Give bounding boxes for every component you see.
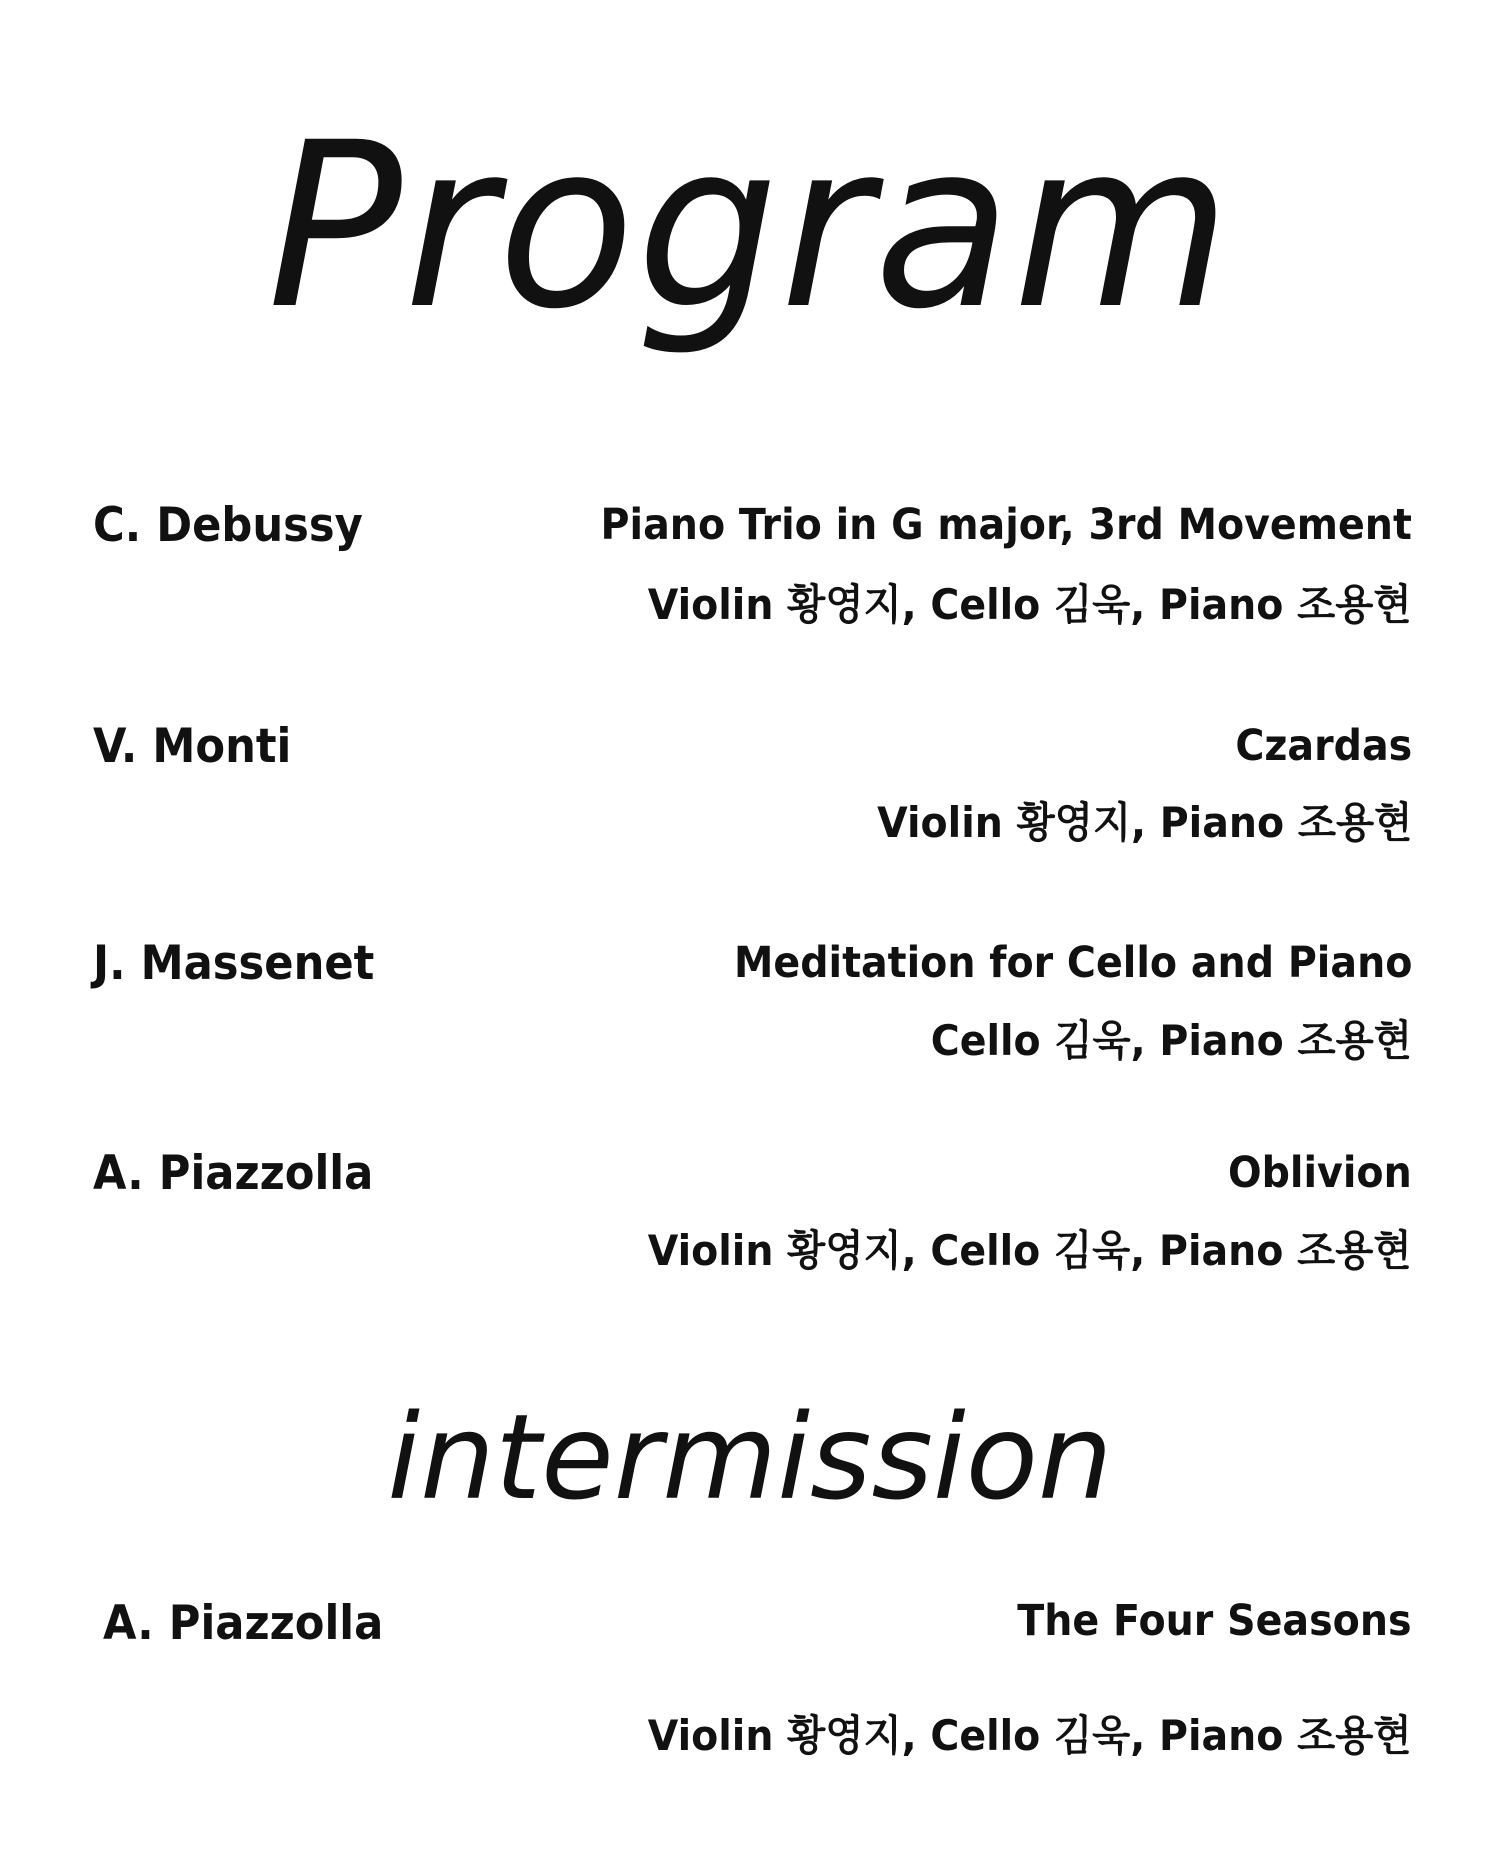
intermission-heading: intermission	[387, 1388, 1113, 1526]
work-title: The Four Seasons	[1017, 1596, 1412, 1646]
performers-line: Violin 황영지, Cello 김욱, Piano 조용현	[648, 580, 1412, 629]
performers-line: Cello 김욱, Piano 조용현	[930, 1016, 1412, 1065]
work-title: Meditation for Cello and Piano	[733, 938, 1412, 988]
performers-line: Violin 황영지, Piano 조용현	[876, 798, 1412, 847]
composer-name: J. Massenet	[93, 936, 375, 991]
composer-name: A. Piazzolla	[93, 1146, 374, 1201]
work-title: Oblivion	[1228, 1148, 1412, 1198]
composer-name: V. Monti	[93, 719, 292, 774]
composer-name: C. Debussy	[93, 498, 363, 553]
page-title: Program	[267, 93, 1233, 359]
composer-name: A. Piazzolla	[103, 1596, 384, 1651]
performers-line: Violin 황영지, Cello 김욱, Piano 조용현	[648, 1226, 1412, 1275]
work-title: Czardas	[1235, 721, 1412, 771]
performers-line: Violin 황영지, Cello 김욱, Piano 조용현	[648, 1711, 1412, 1760]
work-title: Piano Trio in G major, 3rd Movement	[600, 500, 1412, 550]
